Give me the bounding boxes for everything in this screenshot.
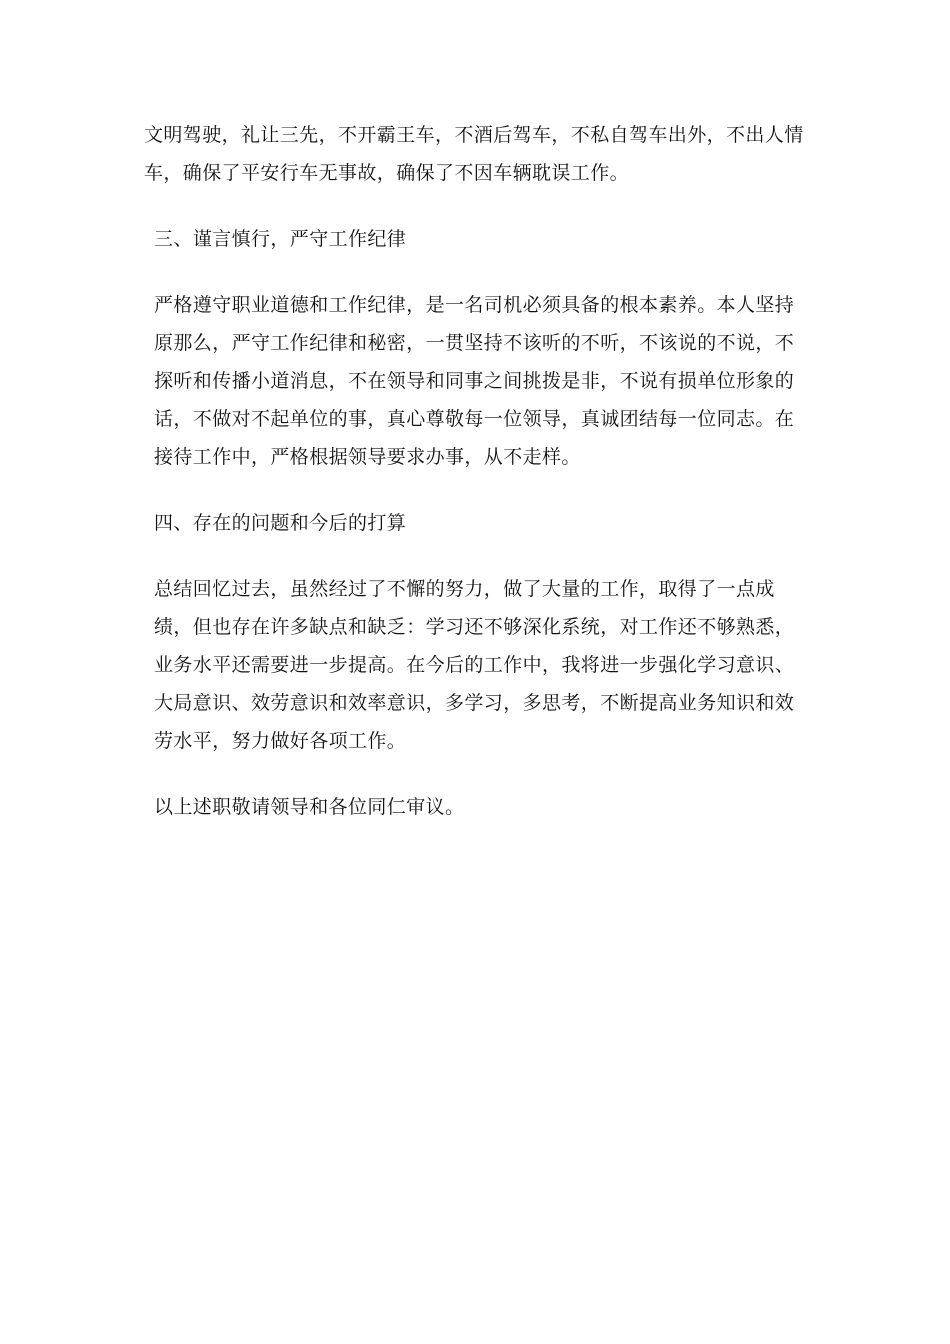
paragraph-driving-conduct: 文明驾驶，礼让三先，不开霸王车，不酒后驾车，不私自驾车出外，不出人情车，确保了平安行车无事故，确保了不因车辆耽误工作。 xyxy=(144,124,804,184)
paragraph-problems-plans: 总结回忆过去，虽然经过了不懈的努力，做了大量的工作，取得了一点成绩，但也存在许多缺点和缺乏：学习还不够深化系统，对工作还不够熟悉，业务水平还需要进一步提高。在今后的工作中，我将进一步强化学习意识、大局意识、效劳意识和效率意识，多学习，多思考，不断提高业务知识和效劳水平，努力做好各项工作。 xyxy=(154,578,795,752)
document-body xyxy=(144,116,812,826)
section-heading-problems-plans: 四、存在的问题和今后的打算 xyxy=(154,512,407,534)
section-heading-discipline: 三、谨言慎行，严守工作纪律 xyxy=(154,228,407,250)
paragraph-closing: 以上述职敬请领导和各位同仁审议。 xyxy=(154,796,465,818)
paragraph-discipline: 严格遵守职业道德和工作纪律，是一名司机必须具备的根本素养。本人坚持原那么，严守工作纪律和秘密，一贯坚持不该听的不听，不该说的不说，不探听和传播小道消息，不在领导和同事之间挑拨是非，不说有损单位形象的话，不做对不起单位的事，真心尊敬每一位领导，真诚团结每一位同志。在接待工作中，严格根据领导要求办事，从不走样。 xyxy=(154,294,795,468)
